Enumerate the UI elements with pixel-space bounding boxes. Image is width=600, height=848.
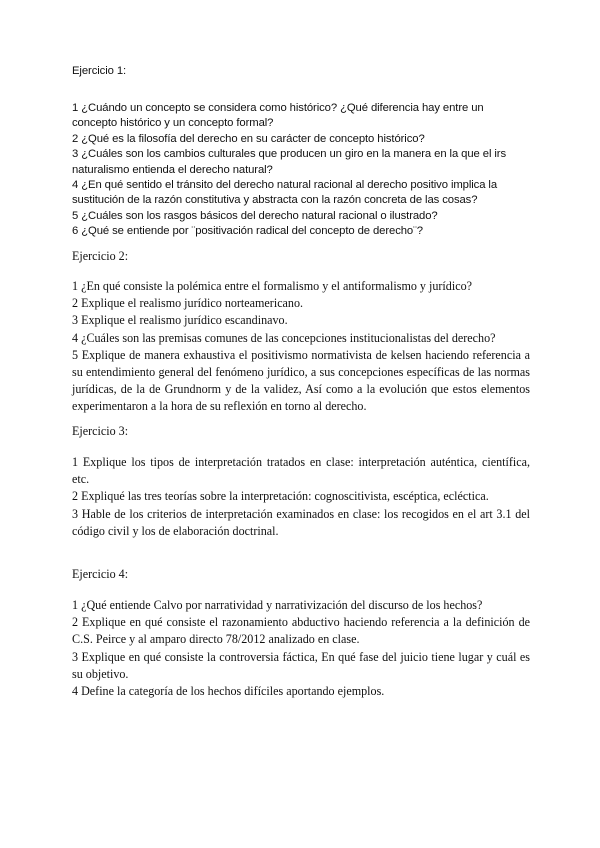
exercise-2-question: 3 Explique el realismo jurídico escandinavo. xyxy=(72,313,288,328)
exercise-1-questions xyxy=(72,101,530,240)
exercise-2-question: 5 Explique de manera exhaustiva el positivismo normativista de kelsen haciendo referencia a su entendimiento general del fenómeno jurídico, a sus concepciones específicas de las normas jurídicas, de la de Grundnorm y de la validez, Así como a la evolución que estos elementos experimentaron a la hora de su reflexión en torno al derecho. xyxy=(72,347,530,414)
exercise-1-question: 2 ¿Qué es la filosofía del derecho en su carácter de concepto histórico? xyxy=(72,132,425,145)
exercise-3-title: Ejercicio 3: xyxy=(72,424,129,438)
exercise-4-question: 2 Explique en qué consiste el razonamiento abductivo haciendo referencia a la definición de C.S. Peirce y al amparo directo 78/2012 analizado en clase. xyxy=(72,615,530,647)
exercise-4-title: Ejercicio 4: xyxy=(72,567,129,581)
exercise-3-question: 3 Hable de los criterios de interpretación examinados en clase: los recogidos en el art 3.1 del código civil y los de elaboración doctrinal. xyxy=(72,506,530,538)
exercise-2-section xyxy=(72,248,530,265)
exercise-2-question: 1 ¿En qué consiste la polémica entre el formalismo y el antiformalismo y jurídico? xyxy=(72,279,472,293)
exercise-2-question: 4 ¿Cuáles son las premisas comunes de las concepciones institucionalistas del derecho? xyxy=(72,330,496,345)
exercise-1-question: 3 ¿Cuáles son los cambios culturales que producen un giro en la manera en la que el irs naturalismo entienda el derecho natural? xyxy=(72,148,507,176)
exercise-2-question: 2 Explique el realismo jurídico norteamericano. xyxy=(72,296,304,311)
exercise-1-question: 6 ¿Qué se entiende por ¨positivación radical del concepto de derecho¨? xyxy=(72,225,423,238)
exercise-1-title: Ejercicio 1: xyxy=(72,65,127,77)
exercise-4-questions xyxy=(72,597,530,700)
exercise-3-question: 2 Expliqué las tres teorías sobre la interpretación: cognoscitivista, escéptica, ecléctica. xyxy=(72,489,489,504)
exercise-1-section xyxy=(72,64,530,79)
exercise-1-question: 4 ¿En qué sentido el tránsito del derecho natural racional al derecho positivo implica la sustitución de la razón constitutiva y abstracta con la razón concreta de las cosas? xyxy=(72,179,498,207)
exercise-4-question: 1 ¿Qué entiende Calvo por narratividad y narrativización del discurso de los hechos? xyxy=(72,598,483,612)
exercise-4-question: 4 Define la categoría de los hechos difíciles aportando ejemplos. xyxy=(72,684,385,699)
exercise-3-section xyxy=(72,423,530,440)
exercise-3-questions xyxy=(72,454,530,540)
exercise-2-questions xyxy=(72,278,530,416)
exercise-4-section xyxy=(72,566,530,583)
exercise-1-question: 5 ¿Cuáles son los rasgos básicos del derecho natural racional o ilustrado? xyxy=(72,209,438,222)
exercise-2-title: Ejercicio 2: xyxy=(72,249,129,263)
exercise-1-question: 1 ¿Cuándo un concepto se considera como histórico? ¿Qué diferencia hay entre un concepto histórico y un concepto formal? xyxy=(72,102,484,130)
exercise-3-question: 1 Explique los tipos de interpretación tratados en clase: interpretación auténtica, científica, etc. xyxy=(72,455,530,487)
exercise-4-question: 3 Explique en qué consiste la controversia fáctica, En qué fase del juicio tiene lugar y cuál es su objetivo. xyxy=(72,649,530,681)
